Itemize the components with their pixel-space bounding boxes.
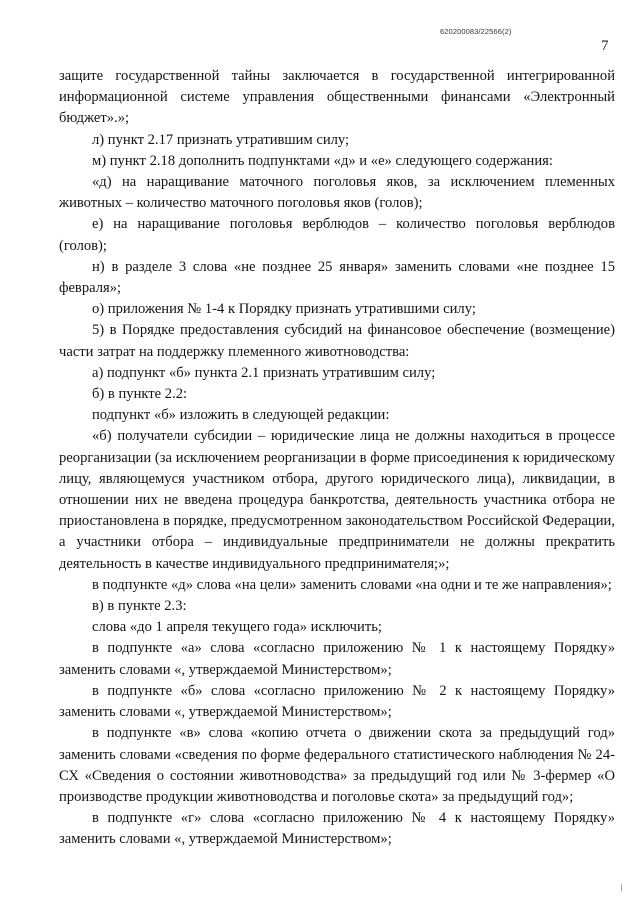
paragraph: в подпункте «б» слова «согласно приложению № 2 к настоящему Порядку» заменить словами «, утверждаемой Министерством»; <box>59 682 615 721</box>
paragraph: в) в пункте 2.3: <box>92 598 187 615</box>
paragraph: е) на наращивание поголовья верблюдов – количество поголовья верблюдов (голов); <box>59 216 615 254</box>
paragraph: слова «до 1 апреля текущего года» исключить; <box>92 619 382 636</box>
document-id: 620200083/22566(2) <box>440 27 512 36</box>
paragraph: м) пункт 2.18 дополнить подпунктами «д» и «е» следующего содержания: <box>92 152 553 169</box>
paragraph: защите государственной тайны заключается в государственной интегрированной информационной системе управления общественными финансами «Электронный бюджет».»; <box>59 68 615 127</box>
scan-mark: / <box>618 881 626 895</box>
paragraph: в подпункте «д» слова «на цели» заменить словами «на одни и те же направления»; <box>92 576 612 593</box>
paragraph: а) подпункт «б» пункта 2.1 признать утратившим силу; <box>92 364 436 381</box>
paragraph: 5) в Порядке предоставления субсидий на финансовое обеспечение (возмещение) части затрат на поддержку племенного животноводства: <box>59 322 615 360</box>
paragraph: о) приложения № 1-4 к Порядку признать утратившими силу; <box>92 301 476 318</box>
paragraph: б) в пункте 2.2: <box>92 386 188 403</box>
paragraph: н) в разделе 3 слова «не позднее 25 января» заменить словами «не позднее 15 февраля»; <box>59 258 615 297</box>
paragraph: «б) получатели субсидии – юридические лица не должны находиться в процессе реорганизации (за исключением реорганизации в форме присоединения к юридическому лицу, являющемуся участником отбора, другого юридического лица), ликвидации, в отношении них не введена процедура банкротства, деятельность участника отбора не приостановлена в порядке, предусмотренном законодательством Российской Федерации, а участники отбора – индивидуальные предприниматели не должны прекратить деятельность в качестве индивидуального предпринимателя;»; <box>59 428 615 572</box>
paragraph: подпункт «б» изложить в следующей редакции: <box>92 407 390 424</box>
paragraph: «д) на наращивание маточного поголовья яков, за исключением племенных животных – количество маточного поголовья яков (голов); <box>59 174 615 212</box>
paragraph: в подпункте «а» слова «согласно приложению № 1 к настоящему Порядку» заменить словами «, утверждаемой Министерством»; <box>59 640 615 678</box>
paragraph: в подпункте «в» слова «копию отчета о движении скота за предыдущий год» заменить словами «сведения по форме федерального статистического наблюдения № 24-СХ «Сведения о состоянии животноводства» за предыдущий год или № 3-фермер «О производстве продукции животноводства и поголовье скота» за предыдущий год»; <box>59 725 615 805</box>
document-body <box>59 66 615 851</box>
paragraph: л) пункт 2.17 признать утратившим силу; <box>92 131 350 148</box>
page-number: 7 <box>601 38 609 54</box>
paragraph: в подпункте «г» слова «согласно приложению № 4 к настоящему Порядку» заменить словами «, утверждаемой Министерством»; <box>59 810 615 848</box>
